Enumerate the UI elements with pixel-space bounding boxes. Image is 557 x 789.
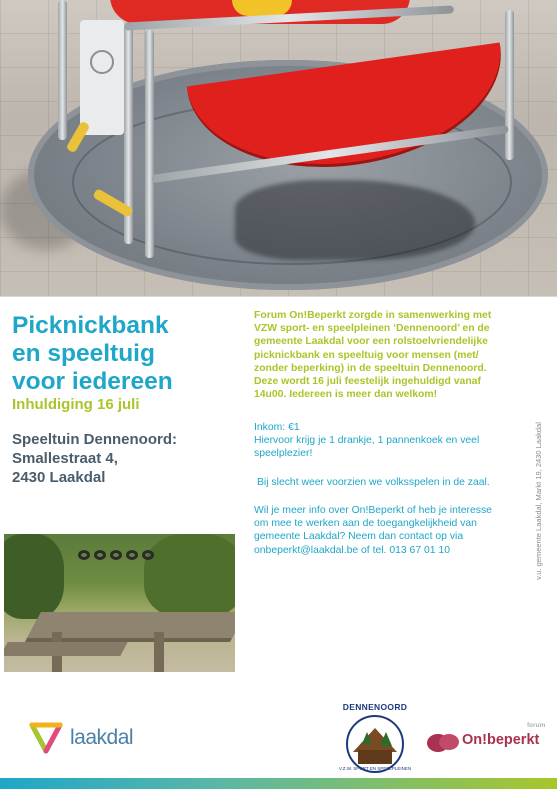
subtitle: Inhuldiging 16 juli bbox=[12, 396, 140, 413]
tire-swing bbox=[142, 550, 154, 560]
location-line: 2430 Laakdal bbox=[12, 469, 106, 486]
admission-price: Inkom: €1 bbox=[254, 422, 300, 433]
contact-email-phone: onbeperkt@laakdal.be of tel. 013 67 01 10 bbox=[254, 544, 450, 556]
intro-line: Forum On!Beperkt zorgde in samenwerking met bbox=[254, 310, 492, 321]
tire-swing bbox=[126, 550, 138, 560]
tree bbox=[4, 534, 64, 619]
laakdal-logo-text: laakdal bbox=[70, 726, 134, 749]
tire-swing bbox=[110, 550, 122, 560]
intro-paragraph bbox=[254, 309, 508, 401]
title-line: en speeltuig bbox=[12, 340, 155, 367]
intro-line: Deze wordt 16 juli feestelijk ingehuldigd vanaf bbox=[254, 376, 481, 388]
tire-swing bbox=[94, 550, 106, 560]
weather-note bbox=[254, 476, 508, 489]
laakdal-logo-icon bbox=[26, 721, 66, 755]
contact-info bbox=[254, 504, 508, 557]
hero-photo-carousel bbox=[0, 0, 557, 296]
intro-line: gemeente Laakdal voor een rolstoelvriendelijke bbox=[254, 336, 488, 348]
dennenoord-ring-text: V.Z.W. SPORT EN SPEELPLEINEN bbox=[338, 766, 412, 771]
contact-line: gemeente Laakdal? Neem dan contact op via bbox=[254, 531, 464, 543]
steel-rail bbox=[505, 10, 514, 160]
onbeperkt-logo-text: On!beperkt bbox=[462, 732, 540, 748]
divider bbox=[0, 296, 557, 297]
location-line: Smallestraat 4, bbox=[12, 450, 118, 467]
tire-swing bbox=[78, 550, 90, 560]
wheelchair-panel bbox=[80, 20, 124, 135]
contact-line: om mee te werken aan de toegangkelijkheid van bbox=[254, 518, 477, 530]
dennenoord-logo-text: DENNENOORD bbox=[342, 702, 408, 712]
dennenoord-logo-icon bbox=[336, 704, 414, 776]
admission-info bbox=[254, 421, 508, 461]
onbeperkt-logo-icon bbox=[425, 731, 461, 753]
intro-line: zonder beperking) in de speeltuin Dennenoord. bbox=[254, 362, 487, 374]
steel-rail bbox=[58, 0, 67, 140]
tree bbox=[144, 534, 235, 619]
title-line: Picknickbank bbox=[12, 312, 169, 339]
location-address bbox=[12, 430, 242, 487]
onbeperkt-forum-label: forum bbox=[527, 722, 546, 729]
steel-rail bbox=[145, 30, 154, 258]
location-line: Speeltuin Dennenoord: bbox=[12, 431, 177, 448]
intro-line: picknickbank en speeltuig voor mensen (met/ bbox=[254, 349, 479, 361]
table-leg bbox=[154, 632, 164, 672]
bottom-color-bar bbox=[0, 778, 557, 789]
intro-line: VZW sport- en speelpleinen ‘Dennenoord’ en de bbox=[254, 323, 490, 335]
picnic-bench bbox=[4, 642, 128, 656]
weather-line: Bij slecht weer voorzien we volksspelen in de zaal. bbox=[257, 477, 490, 488]
publisher-note: v.u. gemeente Laakdal, Markt 19, 2430 Laakdal bbox=[534, 422, 543, 580]
intro-line: 14u00. Iedereen is meer dan welkom! bbox=[254, 389, 438, 401]
page-title bbox=[12, 312, 232, 396]
admission-line: Hiervoor krijg je 1 drankje, 1 pannenkoek en veel bbox=[254, 435, 480, 447]
admission-line: speelplezier! bbox=[254, 448, 313, 460]
contact-line: Wil je meer info over On!Beperkt of heb je interesse bbox=[254, 505, 492, 516]
picnic-table-photo bbox=[4, 534, 235, 672]
wheelchair-icon bbox=[90, 50, 114, 74]
title-line: voor iedereen bbox=[12, 368, 173, 395]
